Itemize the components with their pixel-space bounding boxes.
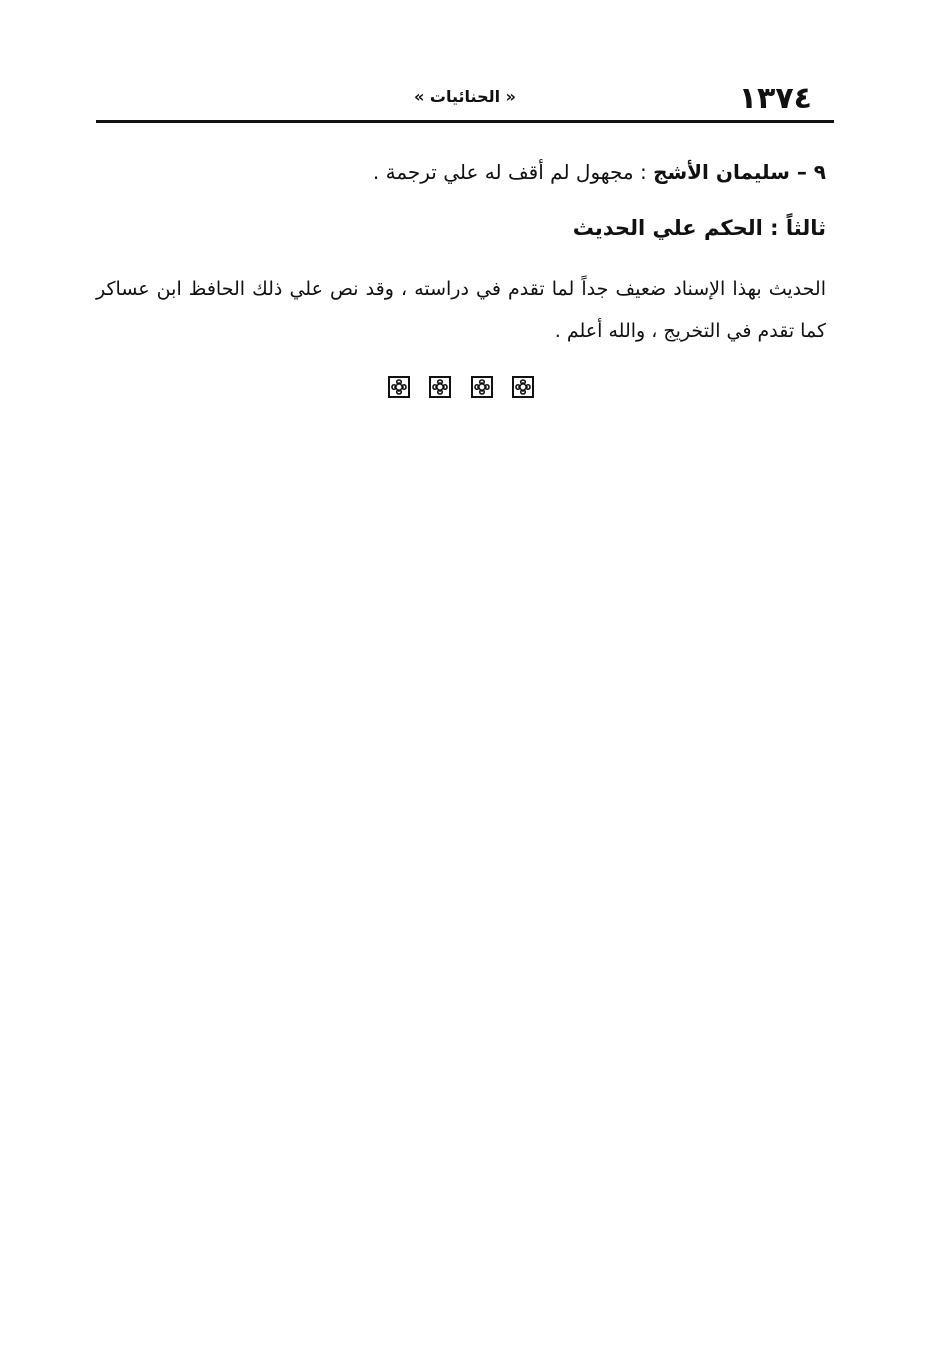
quatrefoil-ornament-icon [388, 376, 410, 398]
ruling-paragraph: الحديث بهذا الإسناد ضعيف جداً لما تقدم في دراسته ، وقد نص علي ذلك الحافظ ابن عساكر كما تقدم في التخريج ، والله أعلم . [96, 278, 826, 342]
section-heading [96, 206, 826, 250]
main-text [96, 150, 826, 371]
quatrefoil-ornament-icon [429, 376, 451, 398]
running-title: « الحنائيات » [414, 87, 516, 106]
narrator-entry [96, 150, 826, 194]
page-header [96, 78, 834, 118]
page-number: ١٣٧٤ [738, 81, 812, 116]
heading-separator: : [762, 216, 786, 240]
section-end-ornaments [388, 372, 534, 402]
quatrefoil-ornament-icon [471, 376, 493, 398]
header-rule [96, 120, 834, 123]
heading-title: الحكم علي الحديث [572, 216, 763, 240]
heading-label: ثالثاً [785, 216, 826, 240]
quatrefoil-ornament-icon [512, 376, 534, 398]
narrator-note: مجهول لم أقف له علي ترجمة . [372, 160, 634, 184]
narrator-separator: : [633, 160, 654, 184]
narrator-label: ٩ – سليمان الأشج [653, 160, 826, 184]
